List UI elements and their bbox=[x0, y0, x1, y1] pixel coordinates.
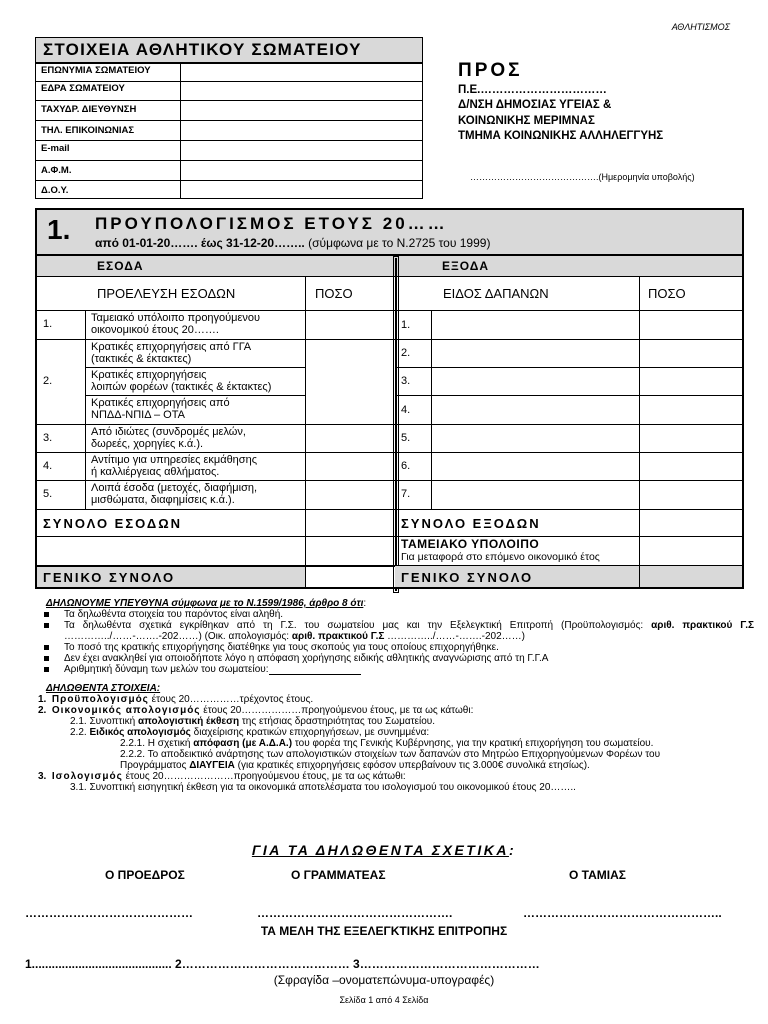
club-field-label: Α.Φ.Μ. bbox=[41, 165, 72, 176]
divider bbox=[37, 276, 742, 277]
col-divider bbox=[431, 310, 432, 509]
club-field-row bbox=[36, 81, 422, 100]
income-row-num: 5. bbox=[43, 488, 53, 500]
declaration-bullet: Αριθμητική δύναμη των μελών του σωματείου: bbox=[38, 664, 758, 675]
divider bbox=[37, 310, 742, 311]
expense-row-num: 2. bbox=[401, 347, 411, 359]
club-field-label: ΤΗΛ. ΕΠΙΚΟΙΝΩΝΙΑΣ bbox=[41, 125, 135, 136]
row-divider bbox=[37, 339, 742, 340]
budget-table bbox=[35, 208, 744, 589]
declared-item: 2.2. Ειδικός απολογισμός διαχείρισης κρατικών επιχορηγήσεων, με συνημμένα: bbox=[70, 727, 430, 738]
club-field-input[interactable] bbox=[180, 101, 422, 120]
declared-heading: ΔΗΛΩΘΕΝΤΑ ΣΤΟΙΧΕΙΑ: bbox=[46, 683, 161, 694]
income-row-label: Λοιπά έσοδα (μετοχές, διαφήμιση, μισθώματα, διαφημίσεις κ.ά.). bbox=[91, 482, 258, 506]
expense-row-num: 7. bbox=[401, 488, 411, 500]
club-field-label: E-mail bbox=[41, 143, 70, 154]
col-divider bbox=[639, 276, 640, 587]
club-field-input[interactable] bbox=[180, 181, 422, 199]
row-divider bbox=[85, 395, 305, 396]
row-divider bbox=[37, 509, 742, 510]
declared-item: 2.2.1. Η σχετική απόφαση (με Α.Δ.Α.) του φορέα της Γενικής Κυβέρνησης, για την κρατική επιχορήγηση του σωματείου. bbox=[120, 738, 654, 749]
budget-number: 1. bbox=[47, 214, 71, 245]
declared-item: 3.1. Συνοπτική εισηγητική έκθεση για τα οικονομικά αποτελέσματα του ισολογισμού του οικονομικού έτους 20…….. bbox=[70, 782, 576, 793]
club-field-input[interactable] bbox=[180, 161, 422, 180]
signature-line-treasurer[interactable]: ………………………………………….. bbox=[523, 906, 722, 920]
income-row-num: 1. bbox=[43, 318, 53, 330]
income-header: ΕΣΟΔΑ bbox=[97, 259, 144, 273]
category-label: ΑΘΛΗΤΙΣΜΟΣ bbox=[671, 22, 730, 32]
expense-header: ΕΞΟΔΑ bbox=[442, 259, 490, 273]
col-divider bbox=[393, 256, 399, 593]
budget-title: ΠΡΟΥΠΟΛΟΓΙΣΜΟΣ ΕΤΟΥΣ 20…… bbox=[95, 214, 448, 233]
declaration-bullet: Το ποσό της κρατικής επιχορήγησης διατέθηκε για τους σκοπούς για τους οποίους επιχορηγήθηκε. bbox=[38, 642, 758, 653]
income-source-header: ΠΡΟΕΛΕΥΣΗ ΕΣΟΔΩΝ bbox=[97, 286, 236, 301]
expense-row-num: 3. bbox=[401, 375, 411, 387]
row-divider bbox=[37, 452, 742, 453]
committee-heading: ΤΑ ΜΕΛΗ ΤΗΣ ΕΞΕΛΕΓΚΤΙΚΗΣ ΕΠΙΤΡΟΠΗΣ bbox=[260, 924, 508, 938]
expense-row-num: 1. bbox=[401, 319, 411, 331]
grand-total-band bbox=[640, 566, 742, 587]
col-divider bbox=[85, 310, 86, 509]
addressee-line: ΤΜΗΜΑ ΚΟΙΝΩΝΙΚΗΣ ΑΛΛΗΛΕΓΓΥΗΣ bbox=[458, 130, 664, 142]
budget-period-line bbox=[95, 236, 490, 250]
club-field-label: ΕΔΡΑ ΣΩΜΑΤΕΙΟΥ bbox=[41, 83, 125, 94]
signatures-heading: ΓΙΑ ΤΑ ΔΗΛΩΘΕΝΤΑ ΣΧΕΤΙΚΑ: bbox=[251, 842, 517, 858]
income-row-label: Κρατικές επιχορηγήσεις λοιπών φορέων (τακτικές & έκτακτες) bbox=[91, 369, 272, 393]
declared-item: 2.2.2. Το αποδεικτικό ανάρτησης των απολογιστικών στοιχείων των δαπανών στο Μητρώο Επιχορηγούμενων Φορέων του bbox=[120, 749, 661, 760]
row-divider bbox=[37, 424, 742, 425]
expense-amount-header: ΠΟΣΟ bbox=[648, 286, 686, 301]
income-row-label: Κρατικές επιχορηγήσεις από ΓΓΑ (τακτικές & έκτακτες) bbox=[91, 341, 252, 365]
club-field-label: ΤΑΧΥΔΡ. ΔΙΕΥΘΥΝΣΗ bbox=[41, 104, 137, 115]
income-row-label: Από ιδιώτες (συνδρομές μελών, δωρεές, χορηγίες κ.ά.). bbox=[91, 426, 246, 450]
addressee-line: Π.Ε.…………………………… bbox=[458, 84, 607, 96]
addressee-line: ΚΟΙΝΩΝΙΚΗΣ ΜΕΡΙΜΝΑΣ bbox=[458, 115, 595, 127]
expense-total-label: ΣΥΝΟΛΟ ΕΞΟΔΩΝ bbox=[401, 516, 541, 531]
row-divider bbox=[37, 480, 742, 481]
income-row-num: 3. bbox=[43, 432, 53, 444]
expense-row-num: 6. bbox=[401, 460, 411, 472]
club-field-row bbox=[36, 120, 422, 140]
club-field-row bbox=[36, 64, 422, 81]
page-number: Σελίδα 1 από 4 Σελίδα bbox=[339, 995, 429, 1005]
club-field-input[interactable] bbox=[180, 64, 422, 81]
expense-row-num: 5. bbox=[401, 432, 411, 444]
income-row-label: Ταμειακό υπόλοιπο προηγούμενου οικονομικού έτους 20……. bbox=[91, 312, 261, 336]
income-row-label: Κρατικές επιχορηγήσεις από ΝΠΔΔ-ΝΠΙΔ – ΟΤΑ bbox=[91, 397, 230, 421]
role-secretary: Ο ΓΡΑΜΜΑΤΕΑΣ bbox=[291, 868, 386, 882]
income-total-label: ΣΥΝΟΛΟ ΕΣΟΔΩΝ bbox=[43, 516, 183, 531]
income-amount-header: ΠΟΣΟ bbox=[315, 286, 353, 301]
declared-item: 2. Οικονομικός απολογισμός έτους 20………………προηγούμενου έτους, με τα ως κάτωθι: bbox=[38, 705, 474, 716]
expense-row-num: 4. bbox=[401, 404, 411, 416]
club-field-row bbox=[36, 100, 422, 120]
club-field-input[interactable] bbox=[180, 121, 422, 140]
declarations: ΔΗΛΩΝΟΥΜΕ ΥΠΕΥΘΥΝΑ σύμφωνα με το Ν.1599/1986, άρθρο 8 ότι: Τα δηλωθέντα στοιχεία του παρόντος είναι αληθή. Τα δηλωθέντα σχετικά εγκρίθηκαν από τη Γ.Σ. του σωματείου μας και την Εξελεγκτική Επιτροπή (Προϋπολογισμός: αριθ. πρακτικού Γ.Σ …………../……-…….-202……) (Οικ. απολογισμός: αριθ. πρακτικού Γ.Σ …………../……-…….-202……) Το ποσό της κρατικής επιχορήγησης διατέθηκε για τους σκοπούς για τους οποίους επιχορηγήθηκε. Δεν έχει ανακληθεί για οποιοδήποτε λόγο η απόφαση χορήγησης ειδικής αθλητικής αναγνώρισης από τη Γ.Γ.Α Αριθμητική δύναμη των μελών του σωματείου: ΔΗΛΩΘΕΝΤΑ ΣΤΟΙΧΕΙΑ: 1. Προϋπολογισμός έτους 20……………τρέχοντος έτους. 2. Οικονομικός απολογισμός έτους 20………………προηγούμενου έτους, με τα ως κάτωθι: 2.1. Συνοπτική απολογιστική έκθεση της ετήσιας δραστηριότητας του Σωματείου. 2.2. Ειδικός απολογισμός διαχείρισης κρατικών επιχορηγήσεων, με συνημμένα: 2.2.1. Η σχετική απόφαση (με Α.Δ.Α.) του φορέα της Γενικής Κυβέρνησης, για την κρατική επιχορήγηση του σωματείου. 2.2.2. Το αποδεικτικό ανάρτησης των απολογιστικών στοιχείων των δαπανών στο Μητρώο Επιχορηγούμενων Φορέων του Προγράμματος ΔΙΑΥΓΕΙΑ (για κρατικές επιχορηγήσεις εφόσον υπερβαίνουν τις 3.000€ συνολικά ετησίως). 3. Ισολογισμός έτους 20…………………προηγούμενου έτους, με τα ως κάτωθι: 3.1. Συνοπτική εισηγητική έκθεση για τα οικονομικά αποτελέσματα του ισολογισμού του οικονομικού έτους 20…….. bbox=[38, 598, 758, 793]
club-info-box bbox=[35, 37, 423, 199]
budget-period: από 01-01-20……. έως 31-12-20…….. bbox=[95, 236, 305, 250]
income-row-label: Αντίτιμο για υπηρεσίες εκμάθησης ή καλλιέργειας αθλήματος. bbox=[91, 454, 258, 478]
club-field-input[interactable] bbox=[180, 141, 422, 160]
row-divider bbox=[85, 367, 305, 368]
club-field-row bbox=[36, 180, 422, 199]
signature-line-secretary[interactable]: …………………………………………. bbox=[257, 906, 453, 920]
role-president: Ο ΠΡΟΕΔΡΟΣ bbox=[105, 868, 185, 882]
addressee-title: ΠΡΟΣ bbox=[458, 60, 523, 81]
declaration-heading: ΔΗΛΩΝΟΥΜΕ ΥΠΕΥΘΥΝΑ σύμφωνα με το Ν.1599/1986, άρθρο 8 ότι bbox=[46, 598, 364, 609]
income-row-num: 2. bbox=[43, 375, 53, 387]
club-field-label: ΕΠΩΝΥΜΙΑ ΣΩΜΑΤΕΙΟΥ bbox=[41, 65, 151, 76]
seal-note: (Σφραγίδα –ονοματεπώνυμα-υπογραφές) bbox=[273, 973, 495, 987]
cash-balance-note: Για μεταφορά στο επόμενο οικονομικό έτος bbox=[401, 551, 600, 563]
declared-item: 3. Ισολογισμός έτους 20…………………προηγούμενου έτους, με τα ως κάτωθι: bbox=[38, 771, 406, 782]
club-field-row bbox=[36, 160, 422, 180]
row-divider bbox=[397, 367, 742, 368]
row-divider bbox=[37, 536, 742, 537]
committee-members-line[interactable]: 1.......................................... 2…………………………………… 3……………………………………… bbox=[25, 957, 540, 971]
expense-type-header: ΕΙΔΟΣ ΔΑΠΑΝΩΝ bbox=[443, 286, 549, 301]
col-divider bbox=[305, 276, 306, 587]
signature-line-president[interactable]: …………………………………… bbox=[25, 906, 193, 920]
member-count-field[interactable] bbox=[269, 665, 361, 675]
cash-balance-label: ΤΑΜΕΙΑΚΟ ΥΠΟΛΟΙΠΟ bbox=[401, 537, 540, 551]
declaration-bullet: Τα δηλωθέντα στοιχεία του παρόντος είναι αληθή. bbox=[38, 609, 758, 620]
row-divider bbox=[397, 395, 742, 396]
declared-item: 2.1. Συνοπτική απολογιστική έκθεση της ετήσιας δραστηριότητας του Σωματείου. bbox=[70, 716, 436, 727]
club-field-label: Δ.Ο.Υ. bbox=[41, 185, 69, 196]
declared-item: 1. Προϋπολογισμός έτους 20……………τρέχοντος έτους. bbox=[38, 694, 314, 705]
declaration-bullet: Τα δηλωθέντα σχετικά εγκρίθηκαν από τη Γ.Σ. του σωματείου μας και την Εξελεγκτική Επιτροπή (Προϋπολογισμός: αριθ. πρακτικού Γ.Σ …………../……-…….-202……) (Οικ. απολογισμός: αριθ. πρακτικού Γ.Σ …………../……-…….-202……) bbox=[38, 620, 754, 642]
declared-item: Προγράμματος ΔΙΑΥΓΕΙΑ (για κρατικές επιχορηγήσεις εφόσον υπερβαίνουν τις 3.000€ συνολικά ετησίως). bbox=[120, 760, 590, 771]
club-field-row bbox=[36, 140, 422, 160]
income-grand-total-label: ΓΕΝΙΚΟ ΣΥΝΟΛΟ bbox=[43, 570, 176, 585]
addressee-line: Δ/ΝΣΗ ΔΗΜΟΣΙΑΣ ΥΓΕΙΑΣ & bbox=[458, 99, 612, 111]
expense-grand-total-label: ΓΕΝΙΚΟ ΣΥΝΟΛΟ bbox=[401, 570, 534, 585]
budget-law: (σύμφωνα με το Ν.2725 του 1999) bbox=[308, 236, 491, 250]
role-treasurer: Ο ΤΑΜΙΑΣ bbox=[569, 868, 626, 882]
income-row-num: 4. bbox=[43, 460, 53, 472]
submission-date-field[interactable]: …………………………………….(Ημερομηνία υποβολής) bbox=[470, 172, 695, 182]
club-field-input[interactable] bbox=[180, 82, 422, 100]
club-info-title: ΣΤΟΙΧΕΙΑ ΑΘΛΗΤΙΚΟΥ ΣΩΜΑΤΕΙΟΥ bbox=[36, 38, 422, 64]
declaration-bullet: Δεν έχει ανακληθεί για οποιοδήποτε λόγο η απόφαση χορήγησης ειδικής αθλητικής αναγνώρισης από τη Γ.Γ.Α bbox=[38, 653, 758, 664]
